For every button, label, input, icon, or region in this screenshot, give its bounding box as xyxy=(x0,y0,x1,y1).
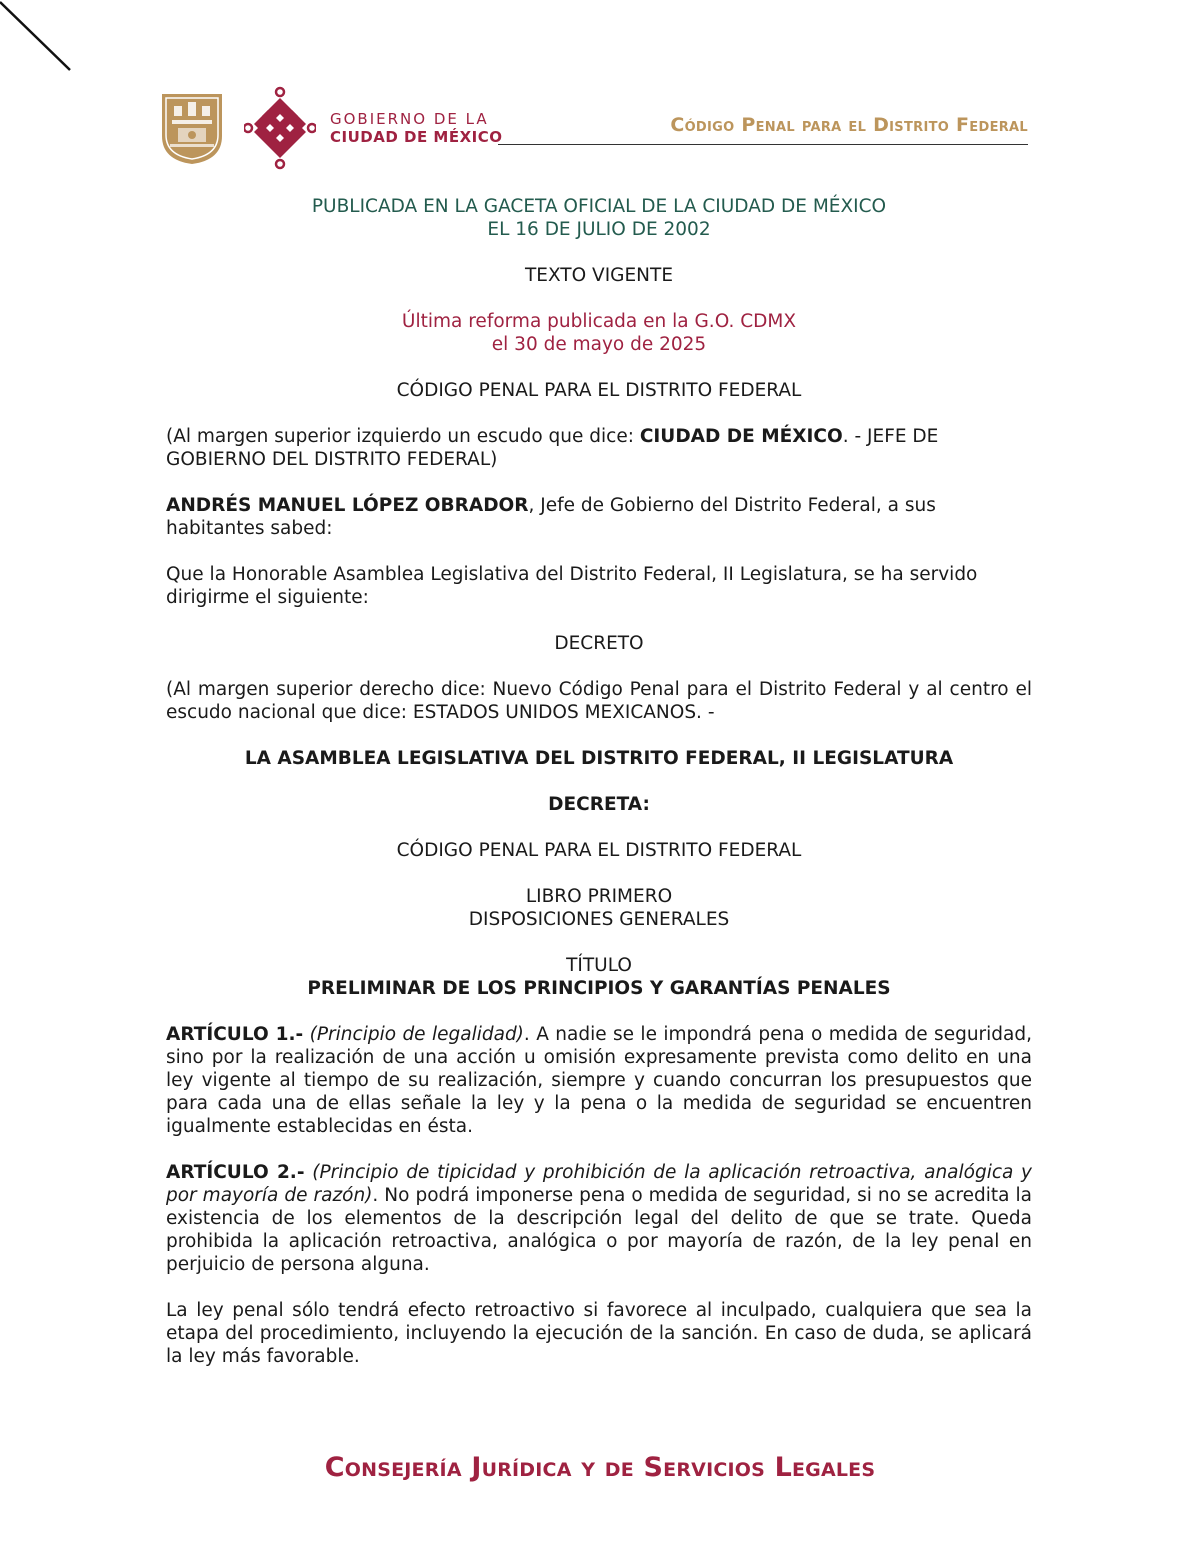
margin-note-left-pre: (Al margen superior izquierdo un escudo que dice: xyxy=(166,426,640,447)
intro-paragraph xyxy=(166,494,1032,540)
margin-note-right: (Al margen superior derecho dice: Nuevo Código Penal para el Distrito Federal y al centro el escudo nacional que dice: ESTADOS UNIDOS MEXICANOS. - xyxy=(166,679,1032,723)
intro-name: ANDRÉS MANUEL LÓPEZ OBRADOR xyxy=(166,495,529,516)
article-1-text: . A nadie se le impondrá pena o medida de seguridad, sino por la realización de una acción u omisión expresamente prevista como delito en una ley vigente al tiempo de su realización, siempre y cuando concurran los presupuestos que para cada una de ellas señale la ley y la pena o la medida de seguridad se encuentren igualmente establecidas en ésta. xyxy=(166,1024,1032,1137)
gov-name-line2: CIUDAD DE MÉXICO xyxy=(330,128,503,146)
article-1-label: ARTÍCULO 1.- xyxy=(166,1024,304,1045)
reform-line1: Última reforma publicada en la G.O. CDMX xyxy=(401,311,797,332)
code-title-2: CÓDIGO PENAL PARA EL DISTRITO FEDERAL xyxy=(396,840,802,861)
article-1-heading: (Principio de legalidad) xyxy=(309,1024,524,1045)
margin-note-left-bold: CIUDAD DE MÉXICO xyxy=(639,426,843,447)
margin-note-left-post: . - JEFE DE GOBIERNO DEL DISTRITO FEDERAL) xyxy=(166,426,939,470)
publication-line1: PUBLICADA EN LA GACETA OFICIAL DE LA CIUDAD DE MÉXICO xyxy=(311,196,887,217)
decrees-heading: DECRETA: xyxy=(548,794,650,815)
header-document-title: Código Penal para el Distrito Federal xyxy=(670,114,1028,136)
code-title: CÓDIGO PENAL PARA EL DISTRITO FEDERAL xyxy=(396,380,802,401)
decree-heading: DECRETO xyxy=(554,633,644,654)
assembly-paragraph: Que la Honorable Asamblea Legislativa del Distrito Federal, II Legislatura, se ha servido dirigirme el siguiente: xyxy=(166,564,978,608)
titulo-line2: PRELIMINAR DE LOS PRINCIPIOS Y GARANTÍAS PENALES xyxy=(307,978,891,999)
page-header xyxy=(160,86,1030,176)
article-2-label: ARTÍCULO 2.- xyxy=(166,1162,305,1183)
article-2-heading: (Principio de tipicidad y prohibición de la aplicación retroactiva, analógica y por mayoría de razón) xyxy=(166,1162,1032,1206)
book-line2: DISPOSICIONES GENERALES xyxy=(468,909,730,930)
article-2-text: . No podrá imponerse pena o medida de seguridad, si no se acredita la existencia de los elementos de la descripción legal del delito de que se trate. Queda prohibida la aplicación retroactiva, analógica o por mayoría de razón, de la ley penal en perjuicio de persona alguna. xyxy=(166,1185,1032,1275)
reform-line2: el 30 de mayo de 2025 xyxy=(491,334,707,355)
government-name xyxy=(330,110,503,146)
book-line1: LIBRO PRIMERO xyxy=(525,886,673,907)
article-2 xyxy=(166,1161,1032,1276)
gov-name-line1: GOBIERNO DE LA xyxy=(330,110,489,128)
status-text: TEXTO VIGENTE xyxy=(524,265,674,286)
margin-note-left xyxy=(166,425,1032,471)
titulo-line1: TÍTULO xyxy=(566,955,632,976)
article-1 xyxy=(166,1023,1032,1138)
article-2-paragraph-2: La ley penal sólo tendrá efecto retroactivo si favorece al inculpado, cualquiera que sea la etapa del procedimiento, incluyendo la ejecución de la sanción. En caso de duda, se aplicará la ley más favorable. xyxy=(166,1300,1032,1367)
header-rule xyxy=(498,144,1028,145)
publication-line2: EL 16 DE JULIO DE 2002 xyxy=(487,219,711,240)
intro-rest: , Jefe de Gobierno del Distrito Federal, a sus habitantes sabed: xyxy=(166,495,936,539)
assembly-heading: LA ASAMBLEA LEGISLATIVA DEL DISTRITO FEDERAL, II LEGISLATURA xyxy=(244,748,954,769)
footer-title: Consejería Jurídica y de Servicios Legales xyxy=(324,1452,876,1483)
corner-stroke xyxy=(0,0,80,80)
city-shield-icon xyxy=(160,92,224,166)
document-body xyxy=(166,195,1032,1368)
cdmx-logo-icon xyxy=(244,86,316,170)
